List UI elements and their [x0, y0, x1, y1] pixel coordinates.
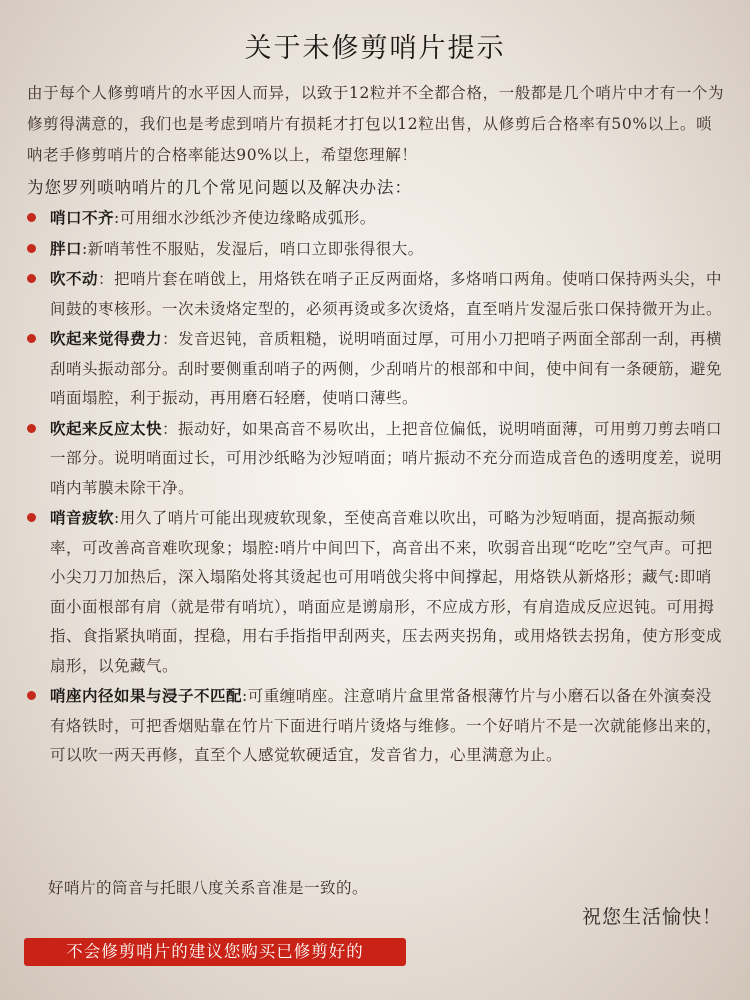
recommendation-banner: 不会修剪哨片的建议您购买已修剪好的 — [24, 938, 406, 966]
red-dot-bullet-icon — [27, 213, 36, 222]
item-text: 可重缠哨座。注意哨片盒里常备根薄竹片与小磨石以备在外演奏没有烙铁时，可把香烟贴靠在竹片下面进行哨片烫烙与维修。一个好哨片不是一次就能修出来的，可以吹一两天再修，直至个人感觉软硬适宜，发音省力，心里满意为止。 — [50, 687, 723, 764]
section-heading: 为您罗列唢呐哨片的几个常见问题以及解决办法： — [27, 178, 412, 197]
item-separator: : — [242, 687, 248, 705]
list-item — [27, 234, 727, 265]
item-text: 可用细水沙纸沙齐使边缘略成弧形。 — [119, 209, 376, 227]
red-dot-bullet-icon — [27, 244, 36, 253]
item-text: 新哨苇性不服贴，发湿后，哨口立即张得很大。 — [87, 239, 424, 258]
item-separator: : — [82, 239, 88, 258]
list-item — [27, 324, 727, 414]
red-dot-bullet-icon — [27, 274, 36, 283]
item-label: 吹不动 — [50, 269, 99, 288]
closing-note: 好哨片的筒音与托眼八度关系音准是一致的。 — [48, 879, 369, 897]
item-text: 用久了哨片可能出现疲软现象，至使高音难以吹出，可略为沙短哨面，提高振动频率，可改善高音难吹现象；塌腔:哨片中间凹下，高音出不来，吹弱音出现“吃吃”空气声。可把小尖刀刀加热后，深入塌陷处将其烫起也可用哨戗尖将中间撑起，用烙铁从新烙形；藏气:即哨面小面根部有肩（就是带有哨坑），哨面应是谫扇形，不应成方形，有肩造成反应迟钝。可用拇指、食指紧执哨面，捏稳，用右手指指甲刮两夹，压去两夹拐角，或用烙铁去拐角，使方形变成扇形，以免藏气。 — [50, 509, 723, 675]
item-label: 哨音疲软 — [50, 508, 115, 527]
item-text: 把哨片套在哨戗上，用烙铁在哨子正反两面烙，多烙哨口两角。使哨口保持两头尖，中间鼓的枣核形。一次未烫烙定型的，必须再烫或多次烫烙，直至哨片发湿后张口保持微开为止。 — [50, 270, 723, 318]
item-text: 发音迟钝，音质粗糙，说明哨面过厚，可用小刀把哨子两面全部刮一刮，再横刮哨头振动部分。刮时要侧重刮哨子的两侧，少刮哨片的根部和中间，使中间有一条硬筋，避免哨面塌腔，利于振动，再用磨石轻磨，使哨口薄些。 — [50, 330, 723, 407]
item-label: 哨座内径如果与浸子不匹配 — [50, 686, 243, 705]
item-separator: ： — [162, 419, 179, 438]
closing-wish: 祝您生活愉快！ — [581, 906, 722, 928]
list-item — [27, 264, 727, 324]
item-label: 胖口 — [50, 238, 83, 258]
list-item — [27, 414, 727, 504]
red-dot-bullet-icon — [27, 513, 36, 522]
list-item — [27, 203, 727, 234]
item-separator: : — [114, 209, 120, 227]
item-label: 吹起来反应太快 — [50, 418, 163, 438]
list-item — [27, 503, 727, 681]
page-title: 关于未修剪哨片提示 — [244, 33, 506, 64]
red-dot-bullet-icon — [27, 424, 36, 433]
item-separator: ： — [98, 270, 115, 288]
item-label: 吹起来觉得费力 — [50, 329, 163, 348]
red-dot-bullet-icon — [27, 691, 36, 700]
item-separator: : — [114, 509, 120, 527]
item-label: 哨口不齐 — [50, 208, 115, 227]
red-dot-bullet-icon — [27, 334, 36, 343]
intro-paragraph: 由于每个人修剪哨片的水平因人而异，以致于12粒并不全都合格，一般都是几个哨片中才有一个为修剪得满意的，我们也是考虑到哨片有损耗才打包以12粒出售，从修剪后合格率有50%以上。唢呐老手修剪哨片的合格率能达90%以上，希望您理解！ — [27, 84, 725, 164]
problem-list — [27, 203, 727, 771]
item-separator: ： — [162, 330, 179, 348]
list-item — [27, 681, 727, 771]
item-text: 振动好，如果高音不易吹出，上把音位偏低，说明哨面薄，可用剪刀剪去哨口一部分。说明哨面过长，可用沙纸略为沙短哨面；哨片振动不充分而造成音色的透明度差，说明哨内苇膜未除干净。 — [50, 419, 723, 497]
